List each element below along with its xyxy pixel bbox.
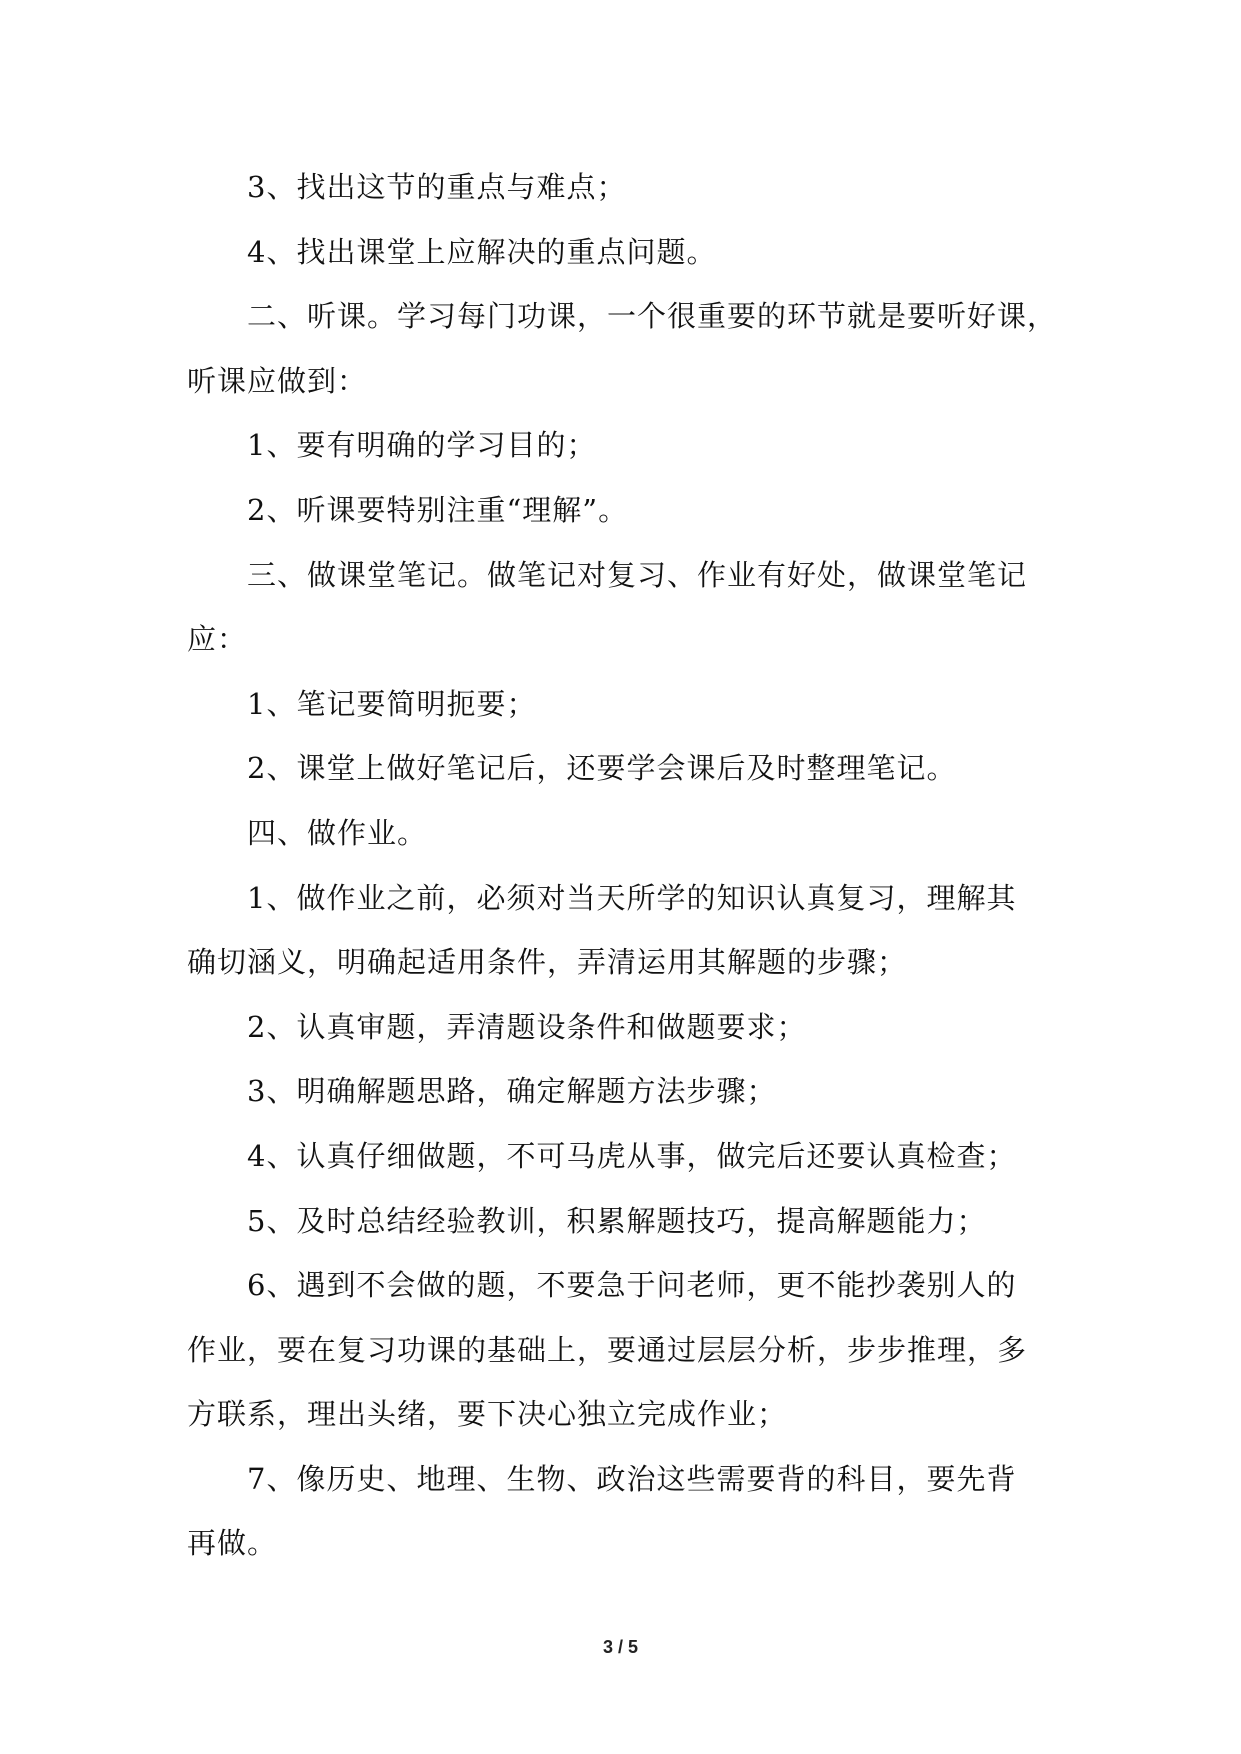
section-heading-line: 三、做课堂笔记。做笔记对复习、作业有好处，做课堂笔记 xyxy=(247,557,1028,592)
paragraph-line: 4、认真仔细做题，不可马虎从事，做完后还要认真检查； xyxy=(247,1138,1017,1173)
page-number: 3 / 5 xyxy=(602,1637,639,1657)
paragraph-line: 3、找出这节的重点与难点； xyxy=(247,170,627,204)
paragraph-line: 3、明确解题思路，确定解题方法步骤； xyxy=(247,1074,777,1109)
paragraph-line: 1、做作业之前，必须对当天所学的知识认真复习，理解其 xyxy=(247,880,1017,915)
section-heading-line: 四、做作业。 xyxy=(247,815,428,850)
paragraph-line: 7、像历史、地理、生物、政治这些需要背的科目，要先背 xyxy=(247,1461,1017,1496)
paragraph-line: 应： xyxy=(187,622,248,657)
paragraph-line: 1、要有明确的学习目的； xyxy=(247,428,597,463)
paragraph-line: 确切涵义，明确起适用条件，弄清运用其解题的步骤； xyxy=(187,945,908,980)
paragraph-line: 作业，要在复习功课的基础上，要通过层层分析，步步推理，多 xyxy=(187,1332,1028,1367)
section-heading-line: 二、听课。学习每门功课，一个很重要的环节就是要听好课， xyxy=(247,299,1058,334)
paragraph-line: 1、笔记要简明扼要； xyxy=(247,686,537,721)
paragraph-line: 5、及时总结经验教训，积累解题技巧，提高解题能力； xyxy=(247,1203,987,1238)
paragraph-line: 2、课堂上做好笔记后，还要学会课后及时整理笔记。 xyxy=(247,751,957,786)
paragraph-line: 再做。 xyxy=(187,1526,278,1561)
document-body xyxy=(187,155,1067,1576)
paragraph-line: 6、遇到不会做的题，不要急于问老师，更不能抄袭别人的 xyxy=(247,1268,1017,1303)
paragraph-line: 听课应做到： xyxy=(187,363,368,398)
paragraph-line: 2、听课要特别注重“理解”。 xyxy=(247,492,629,527)
paragraph-line: 方联系，理出头绪，要下决心独立完成作业； xyxy=(187,1397,788,1432)
paragraph-line: 4、找出课堂上应解决的重点问题。 xyxy=(247,234,717,269)
paragraph-line: 2、认真审题，弄清题设条件和做题要求； xyxy=(247,1009,807,1044)
